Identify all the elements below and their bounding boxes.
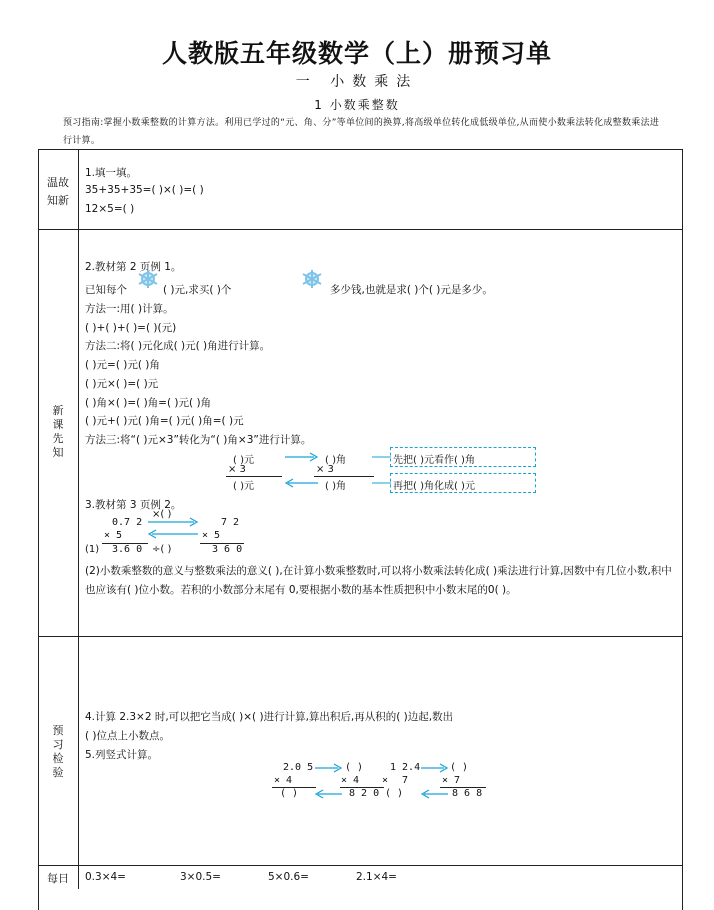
example2-result-left: 3.6 0 xyxy=(112,544,143,555)
example-sentence-start: 已知每个 xyxy=(85,284,127,296)
snowflake-icon xyxy=(300,269,324,289)
hint-then: 再把( )角化成( )元 xyxy=(393,481,475,492)
example2-result-op: ÷( ) xyxy=(152,544,172,555)
arrow-left-icon xyxy=(284,477,320,489)
question-3-part-2: (2)小数乘整数的意义与整数乘法的意义( ),在计算小数乘整数时,可以将小数乘法转化成( )乘法进行计算,因数中有几位小数,积中也应该有( )位小数。若积的小数部分末尾有 0,要根据小数的基本性质把积中小数末尾的0( )。 xyxy=(85,565,672,596)
vertical-jiao-top: ( )角 xyxy=(325,455,346,466)
preview-guide: 预习指南:掌握小数乘整数的计算方法。利用已学过的“元、角、分”等单位间的换算,将高级单位转化成低级单位,从而使小数乘法转化成整数乘法进行计算。 xyxy=(63,118,660,146)
method-1: 方法一:用( )计算。 xyxy=(85,303,174,315)
question-4-line-1: 4.计算 2.3×2 时,可以把它当成( )×( )进行计算,算出积后,再从积的( )边起,数出 xyxy=(85,711,454,723)
vertical-jiao-result: ( )角 xyxy=(325,481,346,492)
question-4-line-2: ( )位点上小数点。 xyxy=(85,730,171,742)
calc4-mul: × 7 xyxy=(442,775,461,786)
example2-top-right: 7 2 xyxy=(221,517,240,528)
method-1-equation: ( )+( )+( )=( )(元) xyxy=(85,322,177,334)
review-line-2: 12×5=( ) xyxy=(85,203,135,215)
calc1-result: ( ) xyxy=(280,788,299,799)
method-2-line-a: ( )元=( )元( )角 xyxy=(85,359,160,371)
example-sentence-mid: ( )元,求买( )个 xyxy=(163,284,232,296)
calc3-top: 1 2.4 xyxy=(390,762,421,773)
calc3-result: ( ) xyxy=(385,788,404,799)
snowflake-icon xyxy=(136,269,160,289)
calc3-mul: × xyxy=(382,775,389,786)
example2-top-left: 0.7 2 xyxy=(112,517,143,528)
calc4-top: ( ) xyxy=(450,762,469,773)
review-line-1: 35+35+35=( )×( )=( ) xyxy=(85,184,204,196)
vertical-multiplier-right: × 3 xyxy=(316,464,334,475)
method-2-line-c: ( )角×( )=( )角=( )元( )角 xyxy=(85,397,212,409)
arrow-left-icon xyxy=(420,788,450,800)
question-5: 5.列竖式计算。 xyxy=(85,749,159,761)
example2-top-op: ×( ) xyxy=(152,509,172,520)
page-title: 人教版五年级数学（上）册预习单 xyxy=(161,39,552,68)
calc2-mul: × 4 xyxy=(341,775,360,786)
method-2-line-b: ( )元×( )=( )元 xyxy=(85,378,159,390)
question-3: 3.教材第 3 页例 2。 xyxy=(85,499,182,511)
connector-line xyxy=(372,477,392,489)
arrow-left-icon xyxy=(146,526,202,542)
calc3-mul-value: 7 xyxy=(402,775,409,786)
question-2: 2.教材第 2 页例 1。 xyxy=(85,261,182,273)
hint-first: 先把( )元看作( )角 xyxy=(393,455,475,466)
unit-title: 一 小数乘法 xyxy=(295,74,419,90)
method-2: 方法二:将( )元化成( )元( )角进行计算。 xyxy=(85,340,271,352)
lesson-title: 1 小数乘整数 xyxy=(314,98,400,112)
label-column-divider xyxy=(78,149,79,889)
example-sentence-end: 多少钱,也就是求( )个( )元是多少。 xyxy=(330,284,493,296)
row-divider xyxy=(38,865,682,866)
calc4-result: 8 6 8 xyxy=(452,788,483,799)
vertical-yuan-top: ( )元 xyxy=(233,455,254,466)
calc1-top: 2.0 5 xyxy=(283,762,314,773)
daily-item-2: 3×0.5= xyxy=(180,871,221,883)
daily-item-1: 0.3×4= xyxy=(85,871,126,883)
arrow-right-icon xyxy=(420,762,450,774)
arrow-right-icon xyxy=(314,762,344,774)
example2-mul-right: × 5 xyxy=(202,530,221,541)
vertical-yuan-result: ( )元 xyxy=(233,481,254,492)
row-divider xyxy=(38,636,682,637)
row-divider xyxy=(38,229,682,230)
row-label-review: 温故知新 xyxy=(47,176,69,207)
example2-number: (1) xyxy=(85,544,100,555)
arrow-left-icon xyxy=(314,788,344,800)
row-label-new-lesson: 新课先知 xyxy=(52,404,64,459)
vertical-multiplier-left: × 3 xyxy=(228,464,246,475)
connector-line xyxy=(372,451,392,463)
example2-result-right: 3 6 0 xyxy=(212,544,243,555)
method-2-line-d: ( )元+( )元( )角=( )元( )角=( )元 xyxy=(85,415,244,427)
daily-item-3: 5×0.6= xyxy=(268,871,309,883)
calc1-mul: × 4 xyxy=(274,775,293,786)
method-3: 方法三:将“( )元×3”转化为“( )角×3”进行计算。 xyxy=(85,434,312,446)
example2-mul-left: × 5 xyxy=(104,530,123,541)
calc2-result: 8 2 0 xyxy=(349,788,380,799)
arrow-right-icon xyxy=(284,451,320,463)
question-1: 1.填一填。 xyxy=(85,167,138,179)
row-label-daily: 每日 xyxy=(47,872,69,885)
calc2-top: ( ) xyxy=(345,762,364,773)
row-label-preview-check: 预习检验 xyxy=(52,724,64,779)
daily-item-4: 2.1×4= xyxy=(356,871,397,883)
